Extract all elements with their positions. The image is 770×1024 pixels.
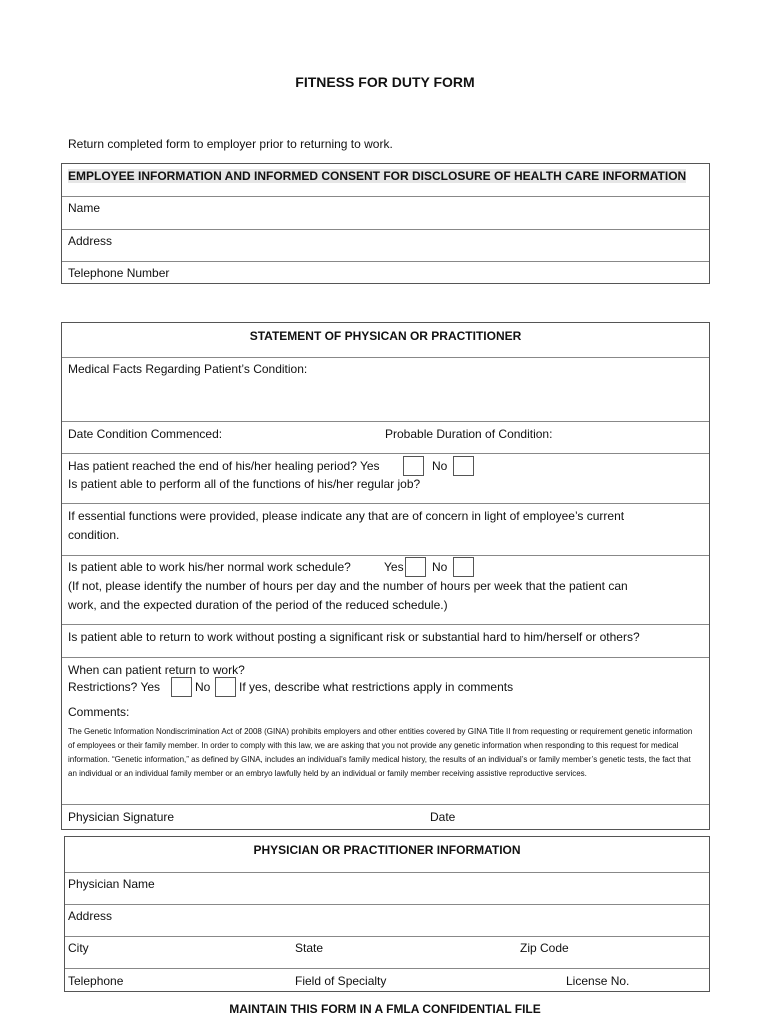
employee-telephone-field[interactable]: Telephone Number: [68, 266, 170, 280]
physician-address-field[interactable]: Address: [68, 909, 113, 923]
specialty-field[interactable]: Field of Specialty: [295, 974, 387, 988]
medical-facts-field[interactable]: Medical Facts Regarding Patient’s Condition:: [68, 362, 308, 376]
employee-address-field[interactable]: Address: [68, 234, 113, 248]
schedule-no-label: No: [432, 560, 448, 574]
healing-no-label: No: [432, 459, 448, 473]
schedule-yes-checkbox[interactable]: [405, 557, 426, 577]
physician-name-field[interactable]: Physician Name: [68, 877, 155, 891]
essential-line-2: condition.: [68, 528, 120, 542]
restrictions-no-checkbox[interactable]: [215, 677, 236, 697]
intro-text: Return completed form to employer prior to returning to work.: [68, 137, 393, 151]
city-field[interactable]: City: [68, 941, 89, 955]
schedule-question: Is patient able to work his/her normal work schedule?: [68, 560, 351, 574]
footer-note: MAINTAIN THIS FORM IN A FMLA CONFIDENTIAL FILE: [229, 1002, 541, 1016]
schedule-line-3: work, and the expected duration of the period of the reduced schedule.): [68, 598, 448, 612]
healing-no-checkbox[interactable]: [453, 456, 474, 476]
physician-section: [64, 836, 710, 992]
employee-name-field[interactable]: Name: [68, 201, 101, 215]
functions-question: Is patient able to perform all of the functions of his/her regular job?: [68, 477, 421, 491]
license-field[interactable]: License No.: [566, 974, 630, 988]
gina-notice: The Genetic Information Nondiscrimination Act of 2008 (GINA) prohibits employers and other entities covered by GINA Title II from requesting or requirement genetic information of employees or their family member. In order to comply with this law, we are asking that you not provide any genetic information when responding to this request for medical information. “Genetic information,” as defined by GINA, includes an individual’s family medical history, the results of an individual’s or family member’s genetic tests, the fact that an individual or an individual family member or an embryo lawfully held by an individual or family member receiving assistive reproductive services.: [68, 727, 693, 778]
physician-telephone-field[interactable]: Telephone: [68, 974, 124, 988]
comments-field[interactable]: Comments:: [68, 705, 130, 719]
statement-header: STATEMENT OF PHYSICAN OR PRACTITIONER: [249, 329, 522, 343]
healing-yes-checkbox[interactable]: [403, 456, 424, 476]
signature-date-field[interactable]: Date: [430, 810, 456, 824]
schedule-no-checkbox[interactable]: [453, 557, 474, 577]
restrictions-yes-checkbox[interactable]: [171, 677, 192, 697]
restrictions-no-label: No: [195, 680, 211, 694]
schedule-yes-label: Yes: [384, 560, 404, 574]
risk-question: Is patient able to return to work without posting a significant risk or substantial hard to him/herself or others?: [68, 630, 640, 644]
statement-section: [61, 322, 710, 830]
healing-question: Has patient reached the end of his/her healing period? Yes: [68, 459, 380, 473]
schedule-line-2: (If not, please identify the number of hours per day and the number of hours per week that the patient can: [68, 579, 628, 593]
physician-signature-field[interactable]: Physician Signature: [68, 810, 175, 824]
employee-section: [61, 163, 710, 284]
restrictions-note: If yes, describe what restrictions apply in comments: [239, 680, 514, 694]
zip-field[interactable]: Zip Code: [520, 941, 569, 955]
date-commenced-field[interactable]: Date Condition Commenced:: [68, 427, 223, 441]
restrictions-label: Restrictions? Yes: [68, 680, 161, 694]
physician-header: PHYSICIAN OR PRACTITIONER INFORMATION: [253, 843, 521, 857]
when-question: When can patient return to work?: [68, 663, 245, 677]
form-title: FITNESS FOR DUTY FORM: [295, 74, 475, 90]
probable-duration-field[interactable]: Probable Duration of Condition:: [385, 427, 553, 441]
state-field[interactable]: State: [295, 941, 324, 955]
employee-header: EMPLOYEE INFORMATION AND INFORMED CONSENT FOR DISCLOSURE OF HEALTH CARE INFORMATION: [68, 169, 687, 183]
essential-line-1: If essential functions were provided, please indicate any that are of concern in light of employee’s current: [68, 509, 625, 523]
